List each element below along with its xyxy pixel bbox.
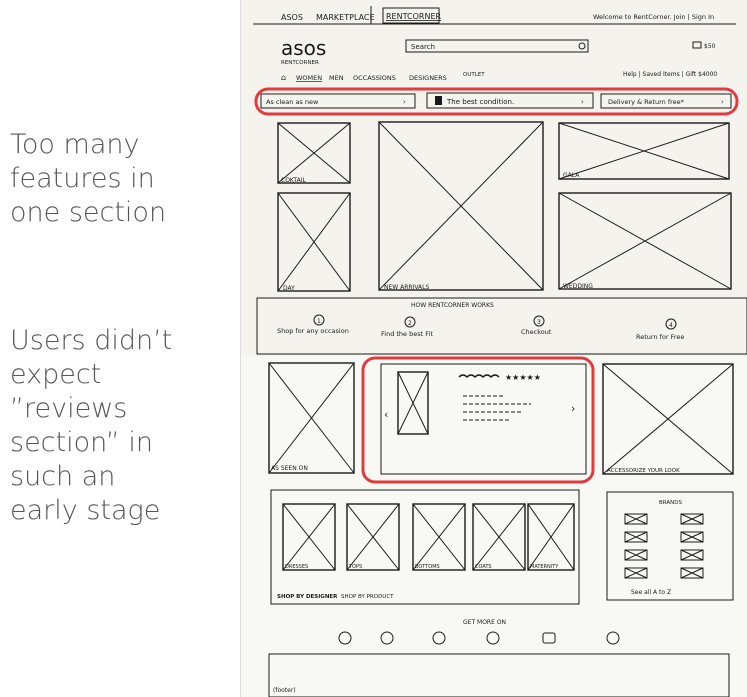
chevron-right-icon: › [403,98,406,106]
category-label: COATS [475,564,492,570]
category-maternity[interactable] [528,504,574,570]
step-2 [381,317,433,338]
tile-wedding[interactable] [559,193,731,289]
category-label: DRESSES [285,564,309,570]
tile-gala[interactable] [559,123,729,179]
annotation-line: section” in [10,427,153,458]
tile-new-arrivals[interactable] [379,122,543,290]
tile-label-wedding: WEDDING [563,283,593,290]
logo-sub: RENTCORNER [281,60,319,66]
facebook-icon [339,632,351,644]
play-icon [607,632,619,644]
instagram-icon [433,632,445,644]
top-link-asos[interactable]: ASOS [281,13,303,22]
step-label: Find the best Fit [381,330,433,338]
logo[interactable]: asos [281,36,327,60]
annotation-line: Users didn’t [10,325,173,356]
tile-label-gala: GALA [563,172,580,179]
bag-amount: $50 [704,43,716,50]
reviews-section [381,364,586,474]
as-seen-on-label: AS SEEN ON [271,465,308,472]
nav-outlet[interactable]: OUTLET [463,72,485,78]
review-name-scribble [459,375,499,377]
brands-section [607,492,733,600]
tile-as-seen-on[interactable] [269,363,354,473]
search-icon[interactable] [579,43,585,49]
step-label: Shop for any occasion [277,327,349,335]
welcome-text: Welcome to RentCorner. Join | Sign In [593,13,715,21]
step-num: 4 [669,322,673,329]
shop-by-product[interactable]: SHOP BY PRODUCT [341,594,394,600]
tile-day[interactable] [278,193,350,291]
category-label: BOTTOMS [415,564,440,570]
annotation-too-many-features [10,128,210,230]
step-num: 3 [537,319,541,326]
top-link-marketplace[interactable]: MARKETPLACE [316,13,375,22]
bag-icon[interactable] [693,42,701,48]
wireframe-sheet-bottom [240,356,747,697]
wireframe-bottom-drawing [241,356,747,697]
tile-coktail[interactable] [278,123,350,183]
annotation-line: expect [10,359,102,390]
annotation-line: ”reviews [10,393,128,424]
social-icons[interactable] [339,632,619,644]
promo-2-icon [435,96,442,105]
how-it-works-section [257,298,747,354]
category-tops[interactable] [347,504,399,570]
get-more-title: GET MORE ON [463,619,506,626]
twitter-icon [381,632,393,644]
nav-designers[interactable]: DESIGNERS [409,74,447,82]
chevron-right-icon: › [721,98,724,106]
brands-title: BRANDS [659,500,682,506]
category-coats[interactable] [473,504,525,570]
home-icon[interactable]: ⌂ [281,73,287,82]
chevron-left-icon[interactable]: ‹ [384,408,389,421]
step-3 [521,316,552,336]
category-label: TOPS [349,564,363,570]
see-all-brands[interactable]: See all A to Z [631,589,672,596]
footer-label: (footer) [273,687,296,694]
category-bottoms[interactable] [413,504,465,570]
annotation-line: one section [10,197,167,228]
review-stars: ★★★★★ [505,373,541,382]
shop-by-designer[interactable]: SHOP BY DESIGNER [277,594,338,600]
wireframe-sheet-top [240,0,747,356]
step-4 [636,319,684,341]
step-label: Checkout [521,328,552,336]
how-title: HOW RENTCORNER WORKS [411,302,494,309]
annotation-line: such an [10,461,116,492]
search-placeholder: Search [411,43,436,51]
footer-area [269,654,729,697]
nav-right-links[interactable]: Help | Saved Items | Gift $4000 [623,71,718,78]
nav-occasions[interactable]: OCCASSIONS [353,74,396,82]
promo-3-label: Delivery & Return free* [608,98,684,106]
annotation-line: early stage [10,495,161,526]
accessorize-label: ACCESSORIZE YOUR LOOK [607,468,680,474]
tile-label-new-arrivals: NEW ARRIVALS [384,284,430,291]
youtube-icon [543,633,555,643]
review-product-image [398,372,428,434]
brand-logos[interactable] [625,514,703,578]
step-num: 1 [317,318,321,325]
pinterest-icon [487,632,499,644]
step-label: Return for Free [636,333,685,341]
promo-1-label: As clean as new [266,98,319,106]
annotation-reviews-section [10,324,210,528]
step-1 [277,315,349,335]
nav-women[interactable]: WOMEN [296,74,323,82]
annotation-line: Too many [10,129,140,160]
tile-accessorize[interactable] [603,364,733,474]
tile-label-day: DAY [283,285,295,292]
annotation-line: features in [10,163,155,194]
step-num: 2 [408,320,412,327]
top-link-rentcorner[interactable]: RENTCORNER [386,12,442,21]
tile-label-coktail: COKTAIL [281,177,306,184]
chevron-right-icon: › [581,98,584,106]
wireframe-top-drawing [241,0,747,356]
nav-men[interactable]: MEN [329,74,344,82]
category-dresses[interactable] [283,504,335,570]
promo-2-label: The best condition. [447,98,515,106]
category-label: MATERNITY [530,564,559,570]
chevron-right-icon[interactable]: › [571,402,576,415]
